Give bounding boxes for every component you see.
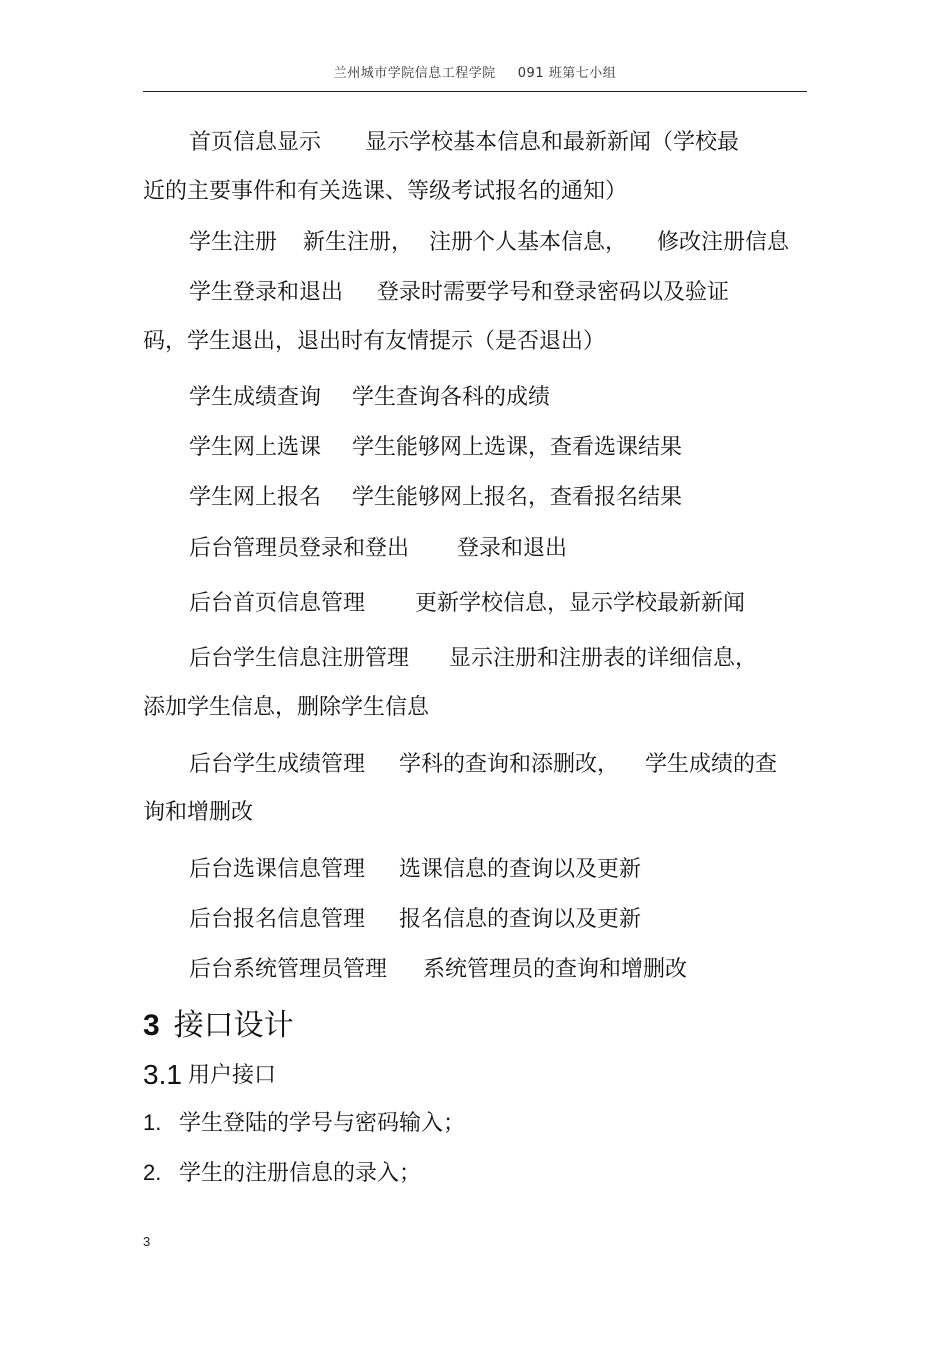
function-name: 后台系统管理员管理 bbox=[189, 957, 388, 982]
paragraph bbox=[189, 228, 789, 258]
header-school: 兰州城市学院信息工程学院 bbox=[333, 66, 496, 81]
function-desc: 新生注册， bbox=[303, 230, 414, 255]
header-group: 091 班第七小组 bbox=[517, 66, 617, 81]
function-name: 后台学生信息注册管理 bbox=[189, 646, 410, 671]
function-desc: 修改注册信息 bbox=[657, 230, 790, 255]
list-number: 1. bbox=[143, 1110, 162, 1135]
function-name: 后台报名信息管理 bbox=[189, 907, 366, 932]
function-name: 首页信息显示 bbox=[189, 130, 322, 155]
function-desc: 报名信息的查询以及更新 bbox=[399, 907, 642, 932]
function-desc: 显示注册和注册表的详细信息， bbox=[449, 646, 758, 671]
function-desc: 学科的查询和添删改， bbox=[399, 752, 620, 777]
function-desc: 选课信息的查询以及更新 bbox=[399, 857, 642, 882]
function-desc: 系统管理员的查询和增删改 bbox=[423, 957, 688, 982]
section-number: 3 bbox=[143, 1009, 160, 1042]
function-desc: 登录时需要学号和登录密码以及验证 bbox=[377, 280, 730, 305]
function-name: 学生登录和退出 bbox=[189, 280, 344, 305]
subsection-number: 3.1 bbox=[143, 1059, 182, 1090]
function-desc: 注册个人基本信息， bbox=[429, 230, 628, 255]
paragraph bbox=[189, 855, 641, 885]
page-header bbox=[143, 62, 807, 81]
function-name: 后台学生成绩管理 bbox=[189, 752, 366, 777]
page-number: 3 bbox=[143, 1234, 151, 1249]
subsection-title: 用户接口 bbox=[187, 1063, 276, 1088]
list-item bbox=[143, 1108, 465, 1139]
paragraph bbox=[189, 483, 682, 513]
function-desc: 学生能够网上报名，查看报名结果 bbox=[352, 485, 683, 510]
section-heading bbox=[143, 1006, 294, 1046]
paragraph-continuation: 码，学生退出，退出时有友情提示（是否退出） bbox=[143, 329, 606, 354]
function-name: 学生成绩查询 bbox=[189, 385, 322, 410]
paragraph bbox=[189, 278, 729, 308]
function-desc: 学生查询各科的成绩 bbox=[352, 385, 551, 410]
section-title: 接口设计 bbox=[173, 1008, 294, 1043]
paragraph bbox=[189, 433, 682, 463]
paragraph bbox=[189, 905, 641, 935]
function-desc: 显示学校基本信息和最新新闻（学校最 bbox=[365, 130, 740, 155]
paragraph bbox=[189, 589, 745, 619]
function-name: 学生网上报名 bbox=[189, 485, 322, 510]
paragraph-continuation: 添加学生信息，删除学生信息 bbox=[143, 695, 430, 720]
paragraph-continuation: 近的主要事件和有关选课、等级考试报名的通知） bbox=[143, 179, 628, 204]
paragraph bbox=[189, 534, 567, 564]
paragraph bbox=[189, 955, 687, 985]
function-desc: 更新学校信息，显示学校最新新闻 bbox=[415, 591, 746, 616]
paragraph bbox=[189, 750, 777, 780]
paragraph bbox=[189, 128, 739, 158]
function-name: 学生网上选课 bbox=[189, 435, 322, 460]
list-text: 学生的注册信息的录入； bbox=[179, 1161, 422, 1186]
paragraph bbox=[189, 644, 757, 674]
function-name: 后台选课信息管理 bbox=[189, 857, 366, 882]
function-name: 后台管理员登录和登出 bbox=[189, 536, 410, 561]
function-name: 后台首页信息管理 bbox=[189, 591, 366, 616]
function-desc: 登录和退出 bbox=[457, 536, 568, 561]
function-desc: 学生成绩的查 bbox=[645, 752, 778, 777]
header-rule bbox=[143, 91, 807, 92]
function-name: 学生注册 bbox=[189, 230, 278, 255]
paragraph bbox=[189, 383, 550, 413]
function-desc: 学生能够网上选课，查看选课结果 bbox=[352, 435, 683, 460]
subsection-heading bbox=[143, 1057, 276, 1094]
list-item bbox=[143, 1158, 421, 1189]
list-text: 学生登陆的学号与密码输入； bbox=[179, 1111, 466, 1136]
paragraph-continuation: 询和增删改 bbox=[143, 800, 254, 825]
list-number: 2. bbox=[143, 1160, 162, 1185]
